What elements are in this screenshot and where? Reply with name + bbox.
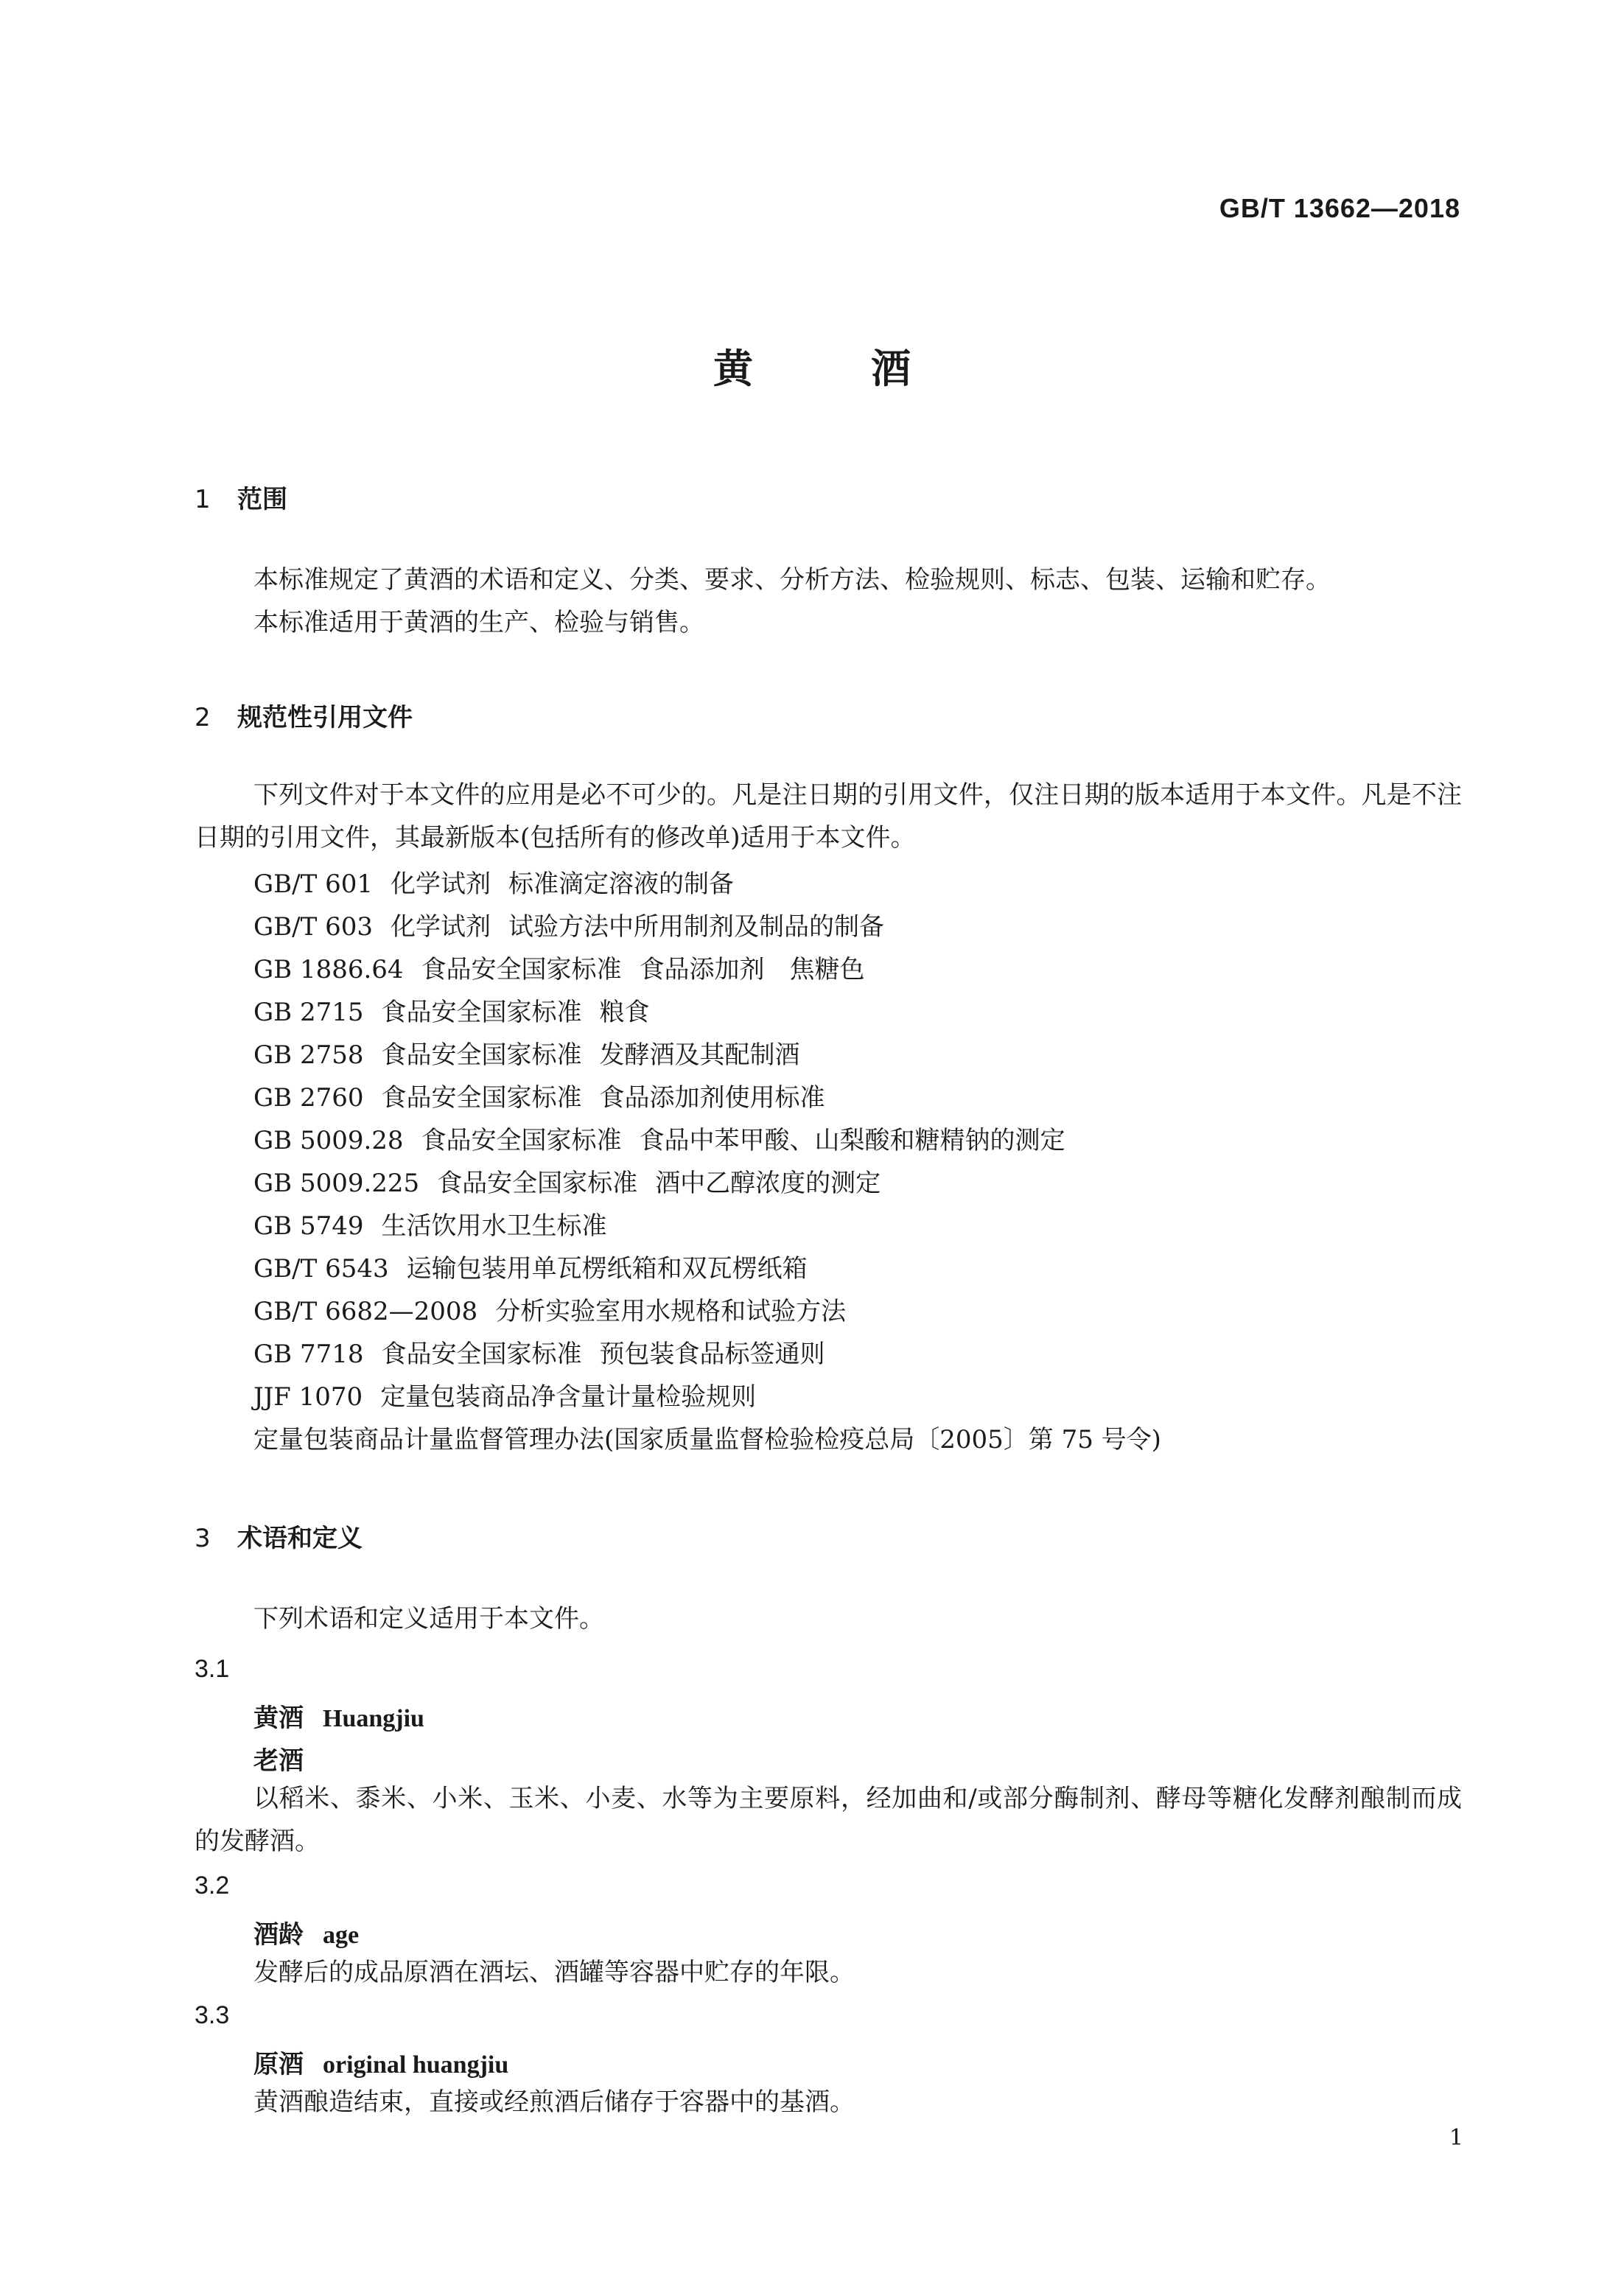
reference-item	[253, 1205, 624, 1242]
reference-subtitle: 标准滴定溶液的制备	[508, 869, 734, 899]
section-number: 1	[195, 485, 211, 514]
reference-title: 食品安全国家标准	[437, 1169, 638, 1198]
term-number: 3.1	[195, 1655, 230, 1683]
reference-title: 化学试剂	[390, 869, 491, 899]
reference-code: GB/T 603	[253, 912, 373, 942]
standard-code: GB/T 13662—2018	[1219, 193, 1460, 223]
term-chinese: 酒龄	[253, 1920, 304, 1950]
term-heading	[253, 1914, 359, 1950]
reference-title: 食品安全国家标准	[381, 1340, 582, 1369]
reference-item	[253, 906, 884, 942]
section-title: 规范性引用文件	[237, 703, 413, 732]
reference-title: 运输包装用单瓦楞纸箱和双瓦楞纸箱	[406, 1254, 808, 1284]
term-english: Huangjiu	[323, 1705, 424, 1732]
term-definition: 以稻米、黍米、小米、玉米、小麦、水等为主要原料，经加曲和/或部分酶制剂、酵母等糖化发酵剂酿制而成的发酵酒。	[195, 1784, 1462, 1856]
term-chinese: 黄酒	[253, 1704, 304, 1733]
reference-subtitle: 试验方法中所用制剂及制品的制备	[508, 912, 884, 942]
reference-subtitle: 预包装食品标签通则	[599, 1340, 825, 1369]
reference-code: GB 5009.225	[253, 1169, 420, 1198]
terms-intro: 下列术语和定义适用于本文件。	[253, 1604, 604, 1634]
term-chinese: 原酒	[253, 2050, 304, 2079]
reference-title: 食品安全国家标准	[421, 955, 622, 984]
reference-subtitle: 食品添加剂使用标准	[599, 1083, 825, 1113]
reference-item	[253, 1120, 1065, 1156]
reference-code: GB 2760	[253, 1083, 364, 1113]
reference-title: 食品安全国家标准	[421, 1126, 622, 1155]
reference-subtitle: 粮食	[599, 998, 650, 1027]
reference-subtitle: 食品中苯甲酸、山梨酸和糖精钠的测定	[639, 1126, 1065, 1155]
reference-code: JJF 1070	[253, 1382, 363, 1412]
term-english: age	[323, 1922, 360, 1949]
page-number: 1	[1449, 2125, 1463, 2151]
section-1-heading	[195, 479, 287, 515]
term-definition: 黄酒酿造结束，直接或经煎酒后储存于容器中的基酒。	[253, 2087, 855, 2117]
reference-item	[253, 1291, 864, 1327]
term-number: 3.3	[195, 2001, 230, 2029]
reference-title: 食品安全国家标准	[381, 1083, 582, 1113]
reference-item	[253, 1163, 881, 1199]
reference-item	[253, 1376, 774, 1412]
section-3-heading	[195, 1518, 363, 1554]
term-number: 3.2	[195, 1872, 230, 1900]
reference-title: 化学试剂	[390, 912, 491, 942]
term-english: original huangjiu	[323, 2051, 509, 2079]
reference-title: 生活饮用水卫生标准	[381, 1211, 607, 1241]
term-synonym: 老酒	[253, 1746, 304, 1776]
reference-code: GB 2758	[253, 1040, 364, 1070]
reference-subtitle: 食品添加剂 焦糖色	[639, 955, 865, 984]
reference-code: GB 2715	[253, 998, 364, 1027]
reference-item	[253, 1077, 825, 1113]
reference-code: GB 5749	[253, 1211, 364, 1241]
reference-code: GB/T 6543	[253, 1254, 389, 1284]
reference-code: GB/T 601	[253, 869, 373, 899]
reference-item	[253, 864, 734, 900]
reference-title: 分析实验室用水规格和试验方法	[495, 1297, 847, 1326]
scope-paragraph-2: 本标准适用于黄酒的生产、检验与销售。	[253, 608, 704, 637]
normative-intro: 下列文件对于本文件的应用是必不可少的。凡是注日期的引用文件，仅注日期的版本适用于本文件。凡是不注日期的引用文件，其最新版本(包括所有的修改单)适用于本文件。	[195, 780, 1462, 853]
reference-item-regulation: 定量包装商品计量监督管理办法(国家质量监督检验检疫总局〔2005〕第 75 号令)	[253, 1425, 1161, 1454]
reference-item	[253, 1334, 825, 1370]
section-number: 2	[195, 703, 211, 732]
reference-item	[253, 992, 649, 1028]
section-title: 范围	[237, 485, 287, 514]
term-definition: 发酵后的成品原酒在酒坛、酒罐等容器中贮存的年限。	[253, 1958, 855, 1987]
term-heading	[253, 1698, 424, 1734]
reference-item	[253, 1035, 799, 1071]
reference-title: 定量包装商品净含量计量检验规则	[380, 1382, 757, 1412]
section-2-heading	[195, 697, 413, 733]
term-heading	[253, 2044, 508, 2080]
section-title: 术语和定义	[237, 1524, 363, 1553]
reference-code: GB 7718	[253, 1340, 364, 1369]
reference-title: 食品安全国家标准	[381, 998, 582, 1027]
reference-code: GB 5009.28	[253, 1126, 404, 1155]
reference-item	[253, 1248, 825, 1284]
section-number: 3	[195, 1524, 211, 1553]
reference-item	[253, 949, 865, 985]
reference-code: GB/T 6682—2008	[253, 1297, 478, 1326]
reference-subtitle: 发酵酒及其配制酒	[599, 1040, 800, 1070]
scope-paragraph-1: 本标准规定了黄酒的术语和定义、分类、要求、分析方法、检验规则、标志、包装、运输和贮存。	[253, 565, 1331, 595]
reference-code: GB 1886.64	[253, 955, 404, 984]
reference-title: 食品安全国家标准	[381, 1040, 582, 1070]
document-title: 黄酒	[713, 346, 1029, 392]
reference-subtitle: 酒中乙醇浓度的测定	[655, 1169, 881, 1198]
